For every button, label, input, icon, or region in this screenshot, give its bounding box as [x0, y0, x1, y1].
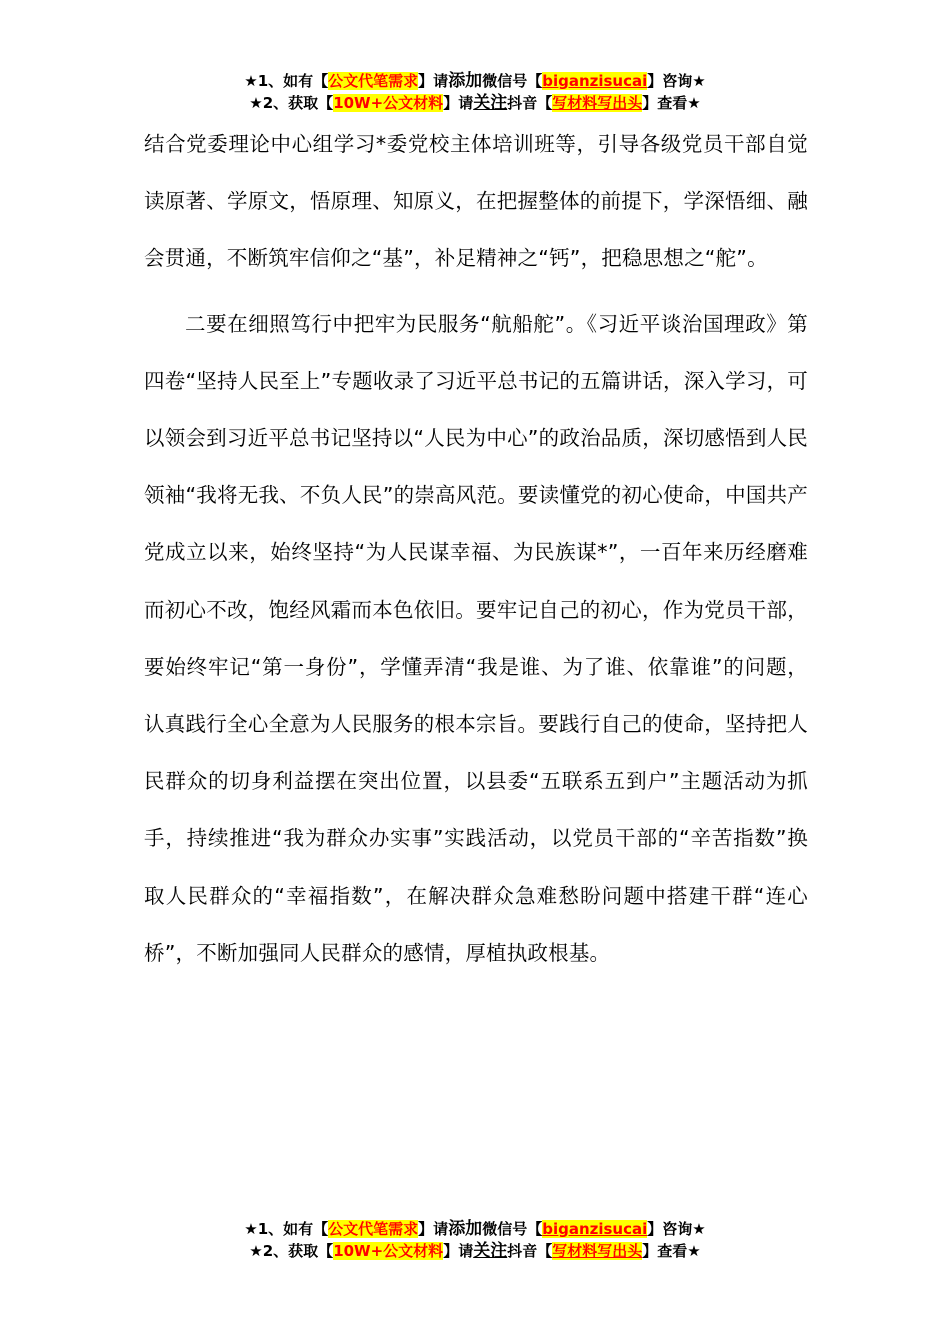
footer-banner-line-2 [0, 1240, 950, 1262]
footer-line-1-mid1: 】请 [418, 1220, 449, 1238]
footer-line-1-prefix: ★1、如有【 [244, 1220, 329, 1238]
banner-emph-follow: 关注 [473, 93, 508, 113]
footer-line-1-mid2: 微信号【 [482, 1220, 543, 1238]
footer-line-2-suffix: 】查看★ [642, 1242, 701, 1260]
banner-line-1-mid1: 】请 [418, 72, 449, 90]
banner-line-1 [0, 70, 950, 92]
footer-highlight-douyin: 写材料写出头 [552, 1242, 643, 1260]
footer-banner [0, 1218, 950, 1262]
banner-line-2-mid1: 】请 [443, 94, 474, 112]
document-body [144, 116, 808, 982]
footer-line-2-mid2: 抖音【 [507, 1242, 553, 1260]
banner-line-1-suffix: 】咨询★ [647, 72, 706, 90]
banner-highlight-wechat-id: biganzisucai [542, 72, 648, 90]
header-banner [0, 70, 950, 114]
banner-line-2-prefix: ★2、获取【 [249, 94, 334, 112]
banner-line-1-prefix: ★1、如有【 [244, 72, 329, 90]
footer-line-2-mid1: 】请 [443, 1242, 474, 1260]
banner-emph-add: 添加 [448, 71, 483, 91]
footer-highlight-materials: 10W+公文材料 [333, 1242, 444, 1260]
footer-line-2-prefix: ★2、获取【 [249, 1242, 334, 1260]
banner-highlight-materials: 10W+公文材料 [333, 94, 444, 112]
footer-line-1-suffix: 】咨询★ [647, 1220, 706, 1238]
footer-highlight-service: 公文代笔需求 [328, 1220, 419, 1238]
footer-emph-follow: 关注 [473, 1241, 508, 1261]
banner-line-2-suffix: 】查看★ [642, 94, 701, 112]
banner-line-1-mid2: 微信号【 [482, 72, 543, 90]
banner-line-2 [0, 92, 950, 114]
footer-highlight-wechat-id: biganzisucai [542, 1220, 648, 1238]
banner-line-2-mid2: 抖音【 [507, 94, 553, 112]
footer-emph-add: 添加 [448, 1219, 483, 1239]
footer-banner-line-1 [0, 1218, 950, 1240]
paragraph-2: 二要在细照笃行中把牢为民服务“航船舵”。《习近平谈治国理政》第四卷“坚持人民至上”专题收录了习近平总书记的五篇讲话，深入学习，可以领会到习近平总书记坚持以“人民为中心”的政治品质，深切感悟到人民领袖“我将无我、不负人民”的崇高风范。要读懂党的初心使命，中国共产党成立以来，始终坚持“为人民谋幸福、为民族谋*”，一百年来历经磨难而初心不改，饱经风霜而本色依旧。要牢记自己的初心，作为党员干部，要始终牢记“第一身份”，学懂弄清“我是谁、为了谁、依靠谁”的问题，认真践行全心全意为人民服务的根本宗旨。要践行自己的使命，坚持把人民群众的切身利益摆在突出位置，以县委“五联系五到户”主题活动为抓手，持续推进“我为群众办实事”实践活动，以党员干部的“辛苦指数”换取人民群众的“幸福指数”，在解决群众急难愁盼问题中搭建干群“连心桥”，不断加强同人民群众的感情，厚植执政根基。 [144, 311, 808, 965]
banner-highlight-service: 公文代笔需求 [328, 72, 419, 90]
banner-highlight-douyin: 写材料写出头 [552, 94, 643, 112]
paragraph-1: 结合党委理论中心组学习*委党校主体培训班等，引导各级党员干部自觉读原著、学原文，悟原理、知原义，在把握整体的前提下，学深悟细、融会贯通，不断筑牢信仰之“基”，补足精神之“钙”，把稳思想之“舵”。 [144, 132, 808, 271]
